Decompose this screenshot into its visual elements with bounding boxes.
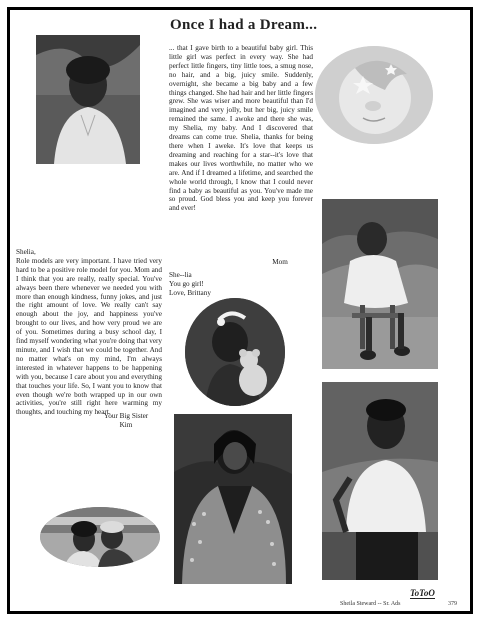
brittany-note-line-1: She--lia — [169, 271, 192, 279]
brittany-note-line-3: Love, Brittany — [169, 288, 211, 297]
photo-child-white-shirt — [322, 382, 438, 580]
brittany-note-line-2: You go girl! — [169, 279, 204, 288]
sister-letter-body: Role models are very important. I have tried very hard to be a positive role model for you. Mom and I think that you are really, really special. You've always been there whenever we needed you with more than enough kindness, funny jokes, and just the right amount of love. We really can't say enough about the joy, and happiness you've brought to our lives, and how very proud we are of you. Sometimes during a busy school day, I find myself wondering what you're doing that very minute, and I wish that we could be together. And no matter what's on my mind, I'm always interested in whatever happens to be happening with you, because I care about you and everything that touches your life. So, I want you to know that even though we're both wrapped up in our own activities, you're still right here warming my thoughts, and touching my heart. — [16, 256, 163, 417]
yearbook-page — [7, 7, 473, 614]
mom-letter-body: ... that I gave birth to a beautiful baby girl. This little girl was perfect in every way. She had perfect little fingers, tiny little toes, a smug nose, no hair, and a big, juicy smile. Suddenly, overnight, she became a big baby and a few things changed. She had hair and her little fingers grew. She was wiser and more beautiful than I'd imagined and very jolly, but her big, juicy smile remained the same. I awoke and there she was, my Shelia, my baby. And I discovered that dreams can come true. Shelia, thanks for being there when I aweke. It's love that keeps us dreaming and reaching for a star--it's love that makes our lives worthwhile, no matter who we are. And if I dreamed a lifetime, and searched the whole world through, I know that I could never find a baby as beautiful as you. You've made me so proud. God bless you and keep you forever and ever! — [169, 44, 313, 213]
photo-toddler-coat — [36, 35, 140, 164]
brittany-note — [169, 271, 259, 298]
photo-toddler-stool — [322, 199, 438, 369]
sister-signature-line-2: Kim — [119, 420, 133, 429]
photo-teen-jacket — [174, 414, 292, 584]
photo-two-girls — [40, 507, 160, 567]
photo-moon-pillow — [315, 46, 433, 144]
sister-signature — [88, 412, 164, 430]
footer-caption: Sheila Steward -- Sr. Ads — [340, 601, 401, 607]
yearbook-logo: ToToO — [410, 588, 435, 598]
mom-signature: Mom — [272, 258, 288, 266]
sister-signature-line-1: Your Big Sister — [103, 412, 149, 420]
page-title: Once I had a Dream... — [170, 17, 318, 33]
mom-letter — [169, 44, 313, 213]
sister-letter-salutation: Shelia, — [16, 248, 36, 256]
sister-letter — [16, 248, 162, 417]
photo-baby-teddy — [185, 298, 285, 406]
page-number: 379 — [448, 601, 457, 607]
